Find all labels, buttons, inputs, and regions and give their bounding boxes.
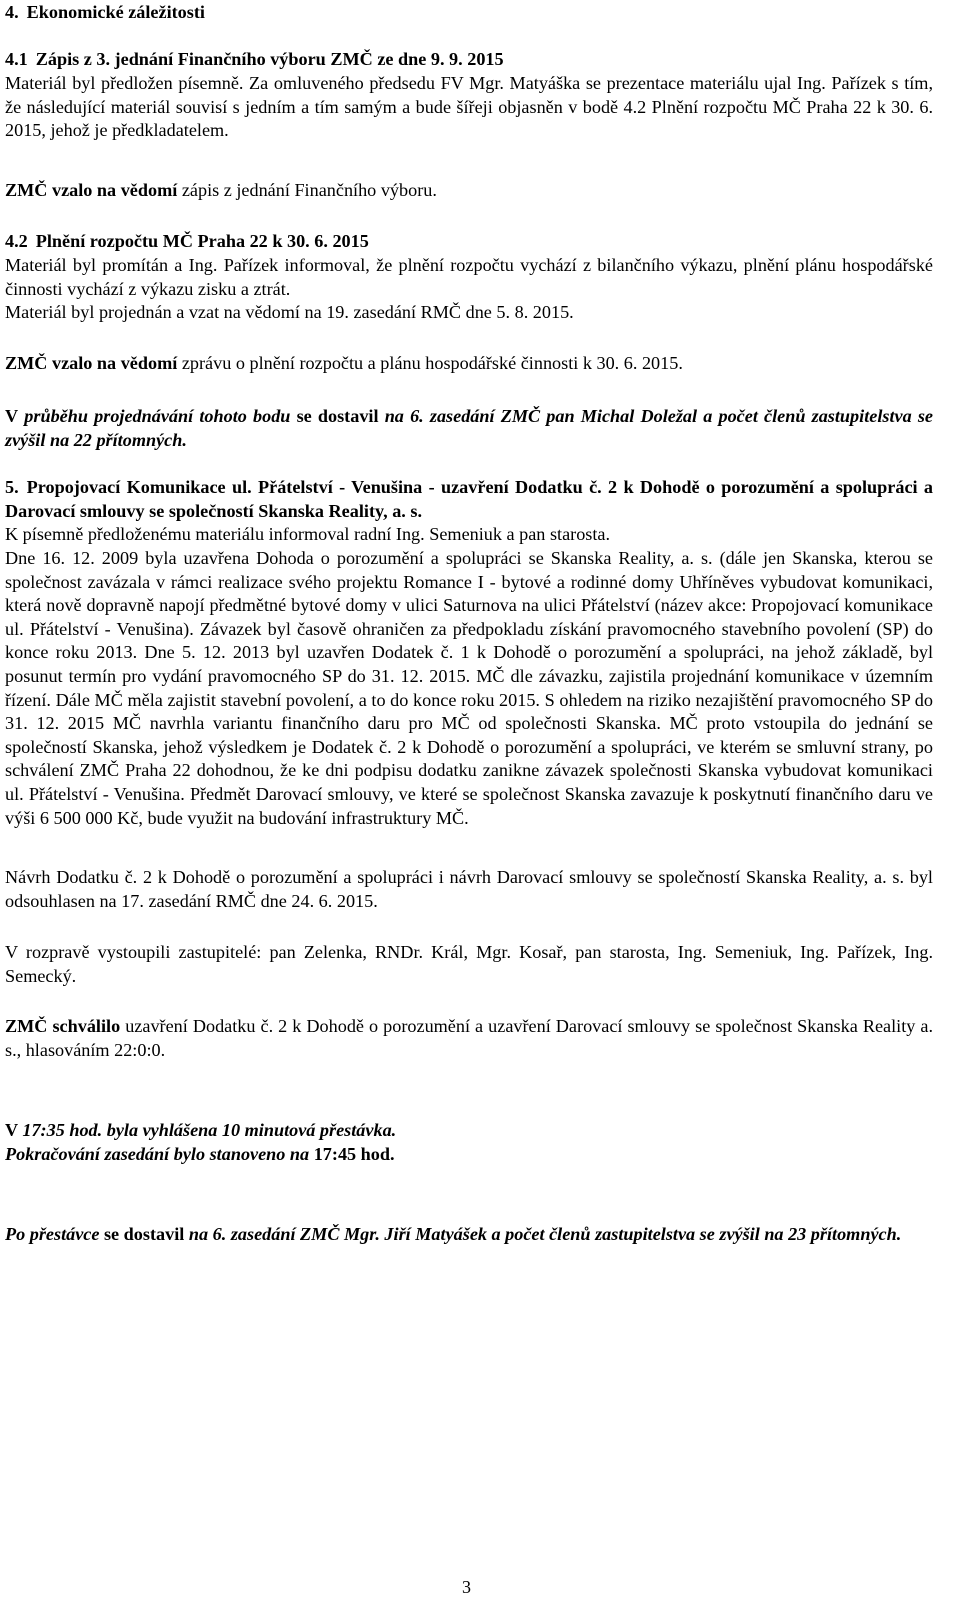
item-5-proposal: Návrh Dodatku č. 2 k Dohodě o porozumění a spolupráci i návrh Darovací smlouvy se společností Skanska Reality, a. s. byl odsouhlasen na 17. zasedání RMČ dne 24. 6. 2015.: [5, 867, 933, 911]
resolution-keyword: ZMČ vzalo na vědomí: [5, 180, 178, 200]
resolution-text: uzavření Dodatku č. 2 k Dohodě o porozumění a uzavření Darovací smlouvy se společnost Skanska Reality a. s., hlasováním 22:0:0.: [5, 1016, 933, 1060]
item-4-1-body: Materiál byl předložen písemně. Za omluveného předsedu FV Mgr. Matyáška se prezentace materiálu ujal Ing. Pařízek s tím, že následující materiál souvisí s jedním a tím samým a bude šířeji objasněn v bodě 4.2 Plnění rozpočtu MČ Praha 22 k 30. 6. 2015, jehož je předkladatelem.: [5, 73, 933, 141]
resolution-keyword: ZMČ vzalo na vědomí: [5, 353, 178, 373]
item-title: Zápis z 3. jednání Finančního výboru ZMČ ze dne 9. 9. 2015: [35, 49, 504, 69]
item-4-2-meeting-note: Materiál byl projednán a vzat na vědomí na 19. zasedání RMČ dne 5. 8. 2015.: [5, 302, 574, 322]
break-notice-line-1: V 17:35 hod. byla vyhlášena 10 minutová přestávka.: [5, 1120, 397, 1140]
item-heading-4-2: [5, 230, 933, 254]
resolution-text: zprávu o plnění rozpočtu a plánu hospodářské činnosti k 30. 6. 2015.: [177, 353, 683, 373]
item-heading-4-1: [5, 48, 933, 72]
item-5-resolution: [5, 1015, 933, 1062]
section-heading-4: [5, 1, 933, 25]
item-number: 4.2: [5, 231, 28, 251]
item-number: 4.1: [5, 49, 28, 69]
item-5-intro: K písemně předloženému materiálu informoval radní Ing. Semeniuk a pan starosta.: [5, 524, 611, 544]
page-number: 3: [462, 1577, 471, 1597]
item-5-debate: V rozpravě vystoupili zastupitelé: pan Zelenka, RNDr. Král, Mgr. Kosař, pan starosta, Ing. Semeniuk, Ing. Pařízek, Ing. Semecký.: [5, 942, 933, 986]
arrival-note-2: Po přestávce se dostavil na 6. zasedání ZMČ Mgr. Jiří Matyášek a počet členů zastupitelstva se zvýšil na 23 přítomných.: [5, 1224, 902, 1244]
arrival-note-1: V průběhu projednávání tohoto bodu se dostavil na 6. zasedání ZMČ pan Michal Doležal a počet členů zastupitelstva se zvýšil na 22 přítomných.: [5, 406, 933, 450]
item-4-2-resolution: [5, 352, 933, 376]
item-number: 5.: [5, 477, 19, 497]
item-4-1-resolution: [5, 179, 933, 203]
break-notice-line-2: Pokračování zasedání bylo stanoveno na 17:45 hod.: [5, 1144, 395, 1164]
item-title: Propojovací Komunikace ul. Přátelství - Venušina - uzavření Dodatku č. 2 k Dohodě o porozumění a spolupráci a Darovací smlouvy se společností Skanska Reality, a. s.: [5, 477, 933, 521]
resolution-keyword: ZMČ schválilo: [5, 1016, 121, 1036]
item-5-body: Dne 16. 12. 2009 byla uzavřena Dohoda o porozumění a spolupráci se Skanska Reality, a. s. (dále jen Skanska, kterou se společnost zavázala v rámci realizace svého projektu Romance I - bytové a rodinné domy Uhříněves vybudovat komunikaci, která nově dopravně napojí předmětné bytové domy v ulici Saturnova na ulici Přátelství (název akce: Propojovací komunikace ul. Přátelství - Venušina). Závazek byl časově ohraničen za předpokladu získání pravomocného stavebního povolení (SP) do konce roku 2013. Dne 5. 12. 2013 byl uzavřen Dodatek č. 1 k Dohodě o porozumění a spolupráci, na jehož základě, byl posunut termín pro vydání pravomocného SP do 31. 12. 2015. MČ dle závazku, zajistila projednání komunikace v územním řízení. Dále MČ měla zajistit stavební povolení, a to do konce roku 2015. S ohledem na riziko nezajištění pravomocného SP do 31. 12. 2015 MČ navrhla variantu finančního daru pro MČ od společnosti Skanska. MČ proto vstoupila do jednání se společností Skanska, jehož výsledkem je Dodatek č. 2 k Dohodě o porozumění a spolupráci, ve kterém se smluvní strany, po schválení ZMČ Praha 22 dohodnou, že ke dni podpisu dodatku zanikne závazek společnosti Skanska vybudovat komunikaci ul. Přátelství - Venušina. Předmět Darovací smlouvy, ve které se společnost Skanska zavazuje k poskytnutí finančního daru ve výši 6 500 000 Kč, bude využit na budování infrastruktury MČ.: [5, 548, 933, 828]
item-4-2-body: Materiál byl promítán a Ing. Pařízek informoval, že plnění rozpočtu vychází z bilančního výkazu, plnění plánu hospodářské činnosti vychází z výkazu zisku a ztrát.: [5, 255, 933, 299]
section-number: 4.: [5, 2, 19, 22]
section-title: Ekonomické záležitosti: [26, 2, 205, 22]
item-heading-5: [5, 476, 933, 523]
item-title: Plnění rozpočtu MČ Praha 22 k 30. 6. 2015: [35, 231, 369, 251]
resolution-text: zápis z jednání Finančního výboru.: [177, 180, 437, 200]
